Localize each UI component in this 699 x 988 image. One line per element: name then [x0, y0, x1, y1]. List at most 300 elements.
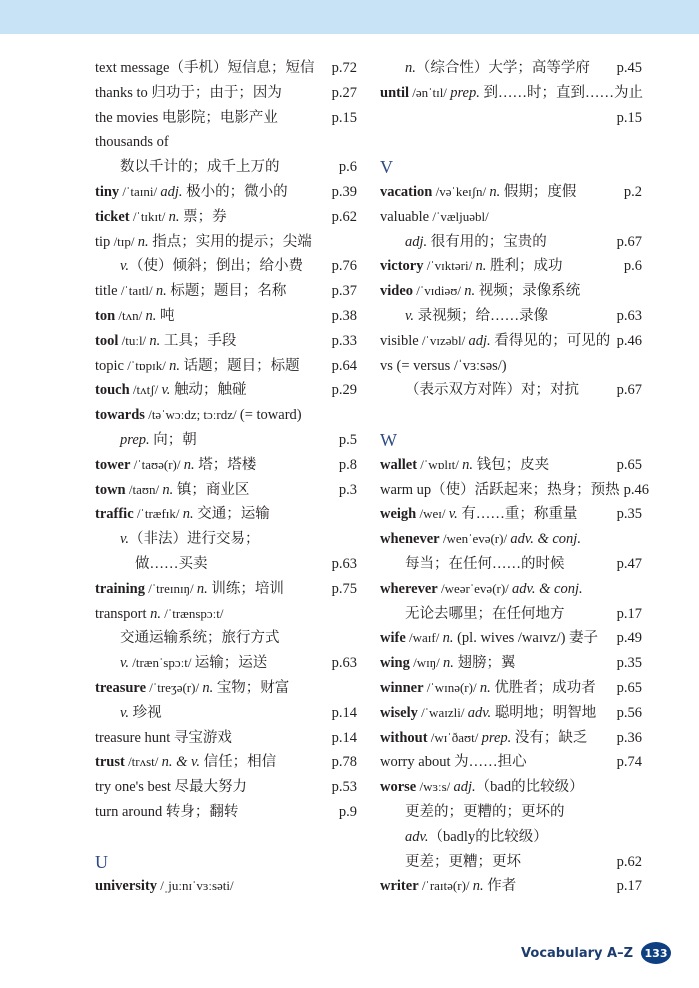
- entry-text: [95, 874, 357, 899]
- part-of-speech: n.: [182, 506, 194, 523]
- vocab-entry: [95, 279, 357, 304]
- page-reference: p.67: [616, 233, 642, 250]
- phonetic: /vəˈkeɪʃn/: [432, 183, 490, 199]
- headword: visible: [380, 332, 419, 349]
- page-reference: p.64: [331, 357, 357, 374]
- definition: 为……担心: [450, 754, 527, 771]
- definition: （badly的比较级）: [428, 828, 548, 845]
- page-reference: p.63: [331, 655, 357, 672]
- part-of-speech: n.: [146, 605, 162, 622]
- vocab-entry: [380, 453, 642, 478]
- definition: 到……时；直到……为止: [479, 84, 643, 101]
- phonetic: /tuːl/: [118, 332, 150, 348]
- headword: town: [95, 481, 126, 498]
- definition: 无论去哪里；在任何地方: [405, 605, 565, 622]
- phonetic: /ˈtreɪnɪŋ/: [144, 580, 197, 596]
- vocab-entry: [95, 577, 357, 602]
- part-of-speech: adv. & conj.: [510, 531, 581, 548]
- page-reference: p.62: [331, 208, 357, 225]
- vocab-entry: [380, 205, 642, 230]
- definition: 录视频；给……录像: [414, 307, 549, 324]
- definition: 数以千计的；成千上万的: [120, 159, 280, 176]
- page-reference: p.46: [623, 481, 650, 498]
- vocab-entry: [95, 155, 357, 180]
- phonetic: /ˌjuːnɪˈvɜːsəti/: [157, 878, 234, 894]
- part-of-speech: n. & v.: [161, 754, 201, 771]
- part-of-speech: prep.: [120, 431, 150, 448]
- vocab-entry: [380, 81, 642, 106]
- vocab-entry: [380, 180, 642, 205]
- definition: 运输；运送: [194, 655, 268, 672]
- headword: wherever: [380, 580, 438, 597]
- phonetic: /trʌst/: [124, 754, 162, 770]
- vocab-entry: [380, 651, 642, 676]
- entry-text: [95, 230, 357, 255]
- entry-text: [95, 453, 335, 478]
- part-of-speech: adj.: [468, 332, 491, 349]
- headword: traffic: [95, 506, 134, 523]
- part-of-speech: adj.: [453, 779, 476, 796]
- part-of-speech: v.: [120, 655, 129, 672]
- part-of-speech: n.: [149, 332, 161, 349]
- vocab-entry: [380, 106, 642, 131]
- definition: 每当；在任何……的时候: [405, 555, 565, 572]
- headword: training: [95, 580, 145, 597]
- definition: 聪明地；明智地: [491, 704, 597, 721]
- entry-text: [95, 651, 328, 676]
- definition: 指点；实用的提示；尖端: [148, 233, 312, 250]
- definition: 视频；录像系统: [475, 283, 581, 300]
- page-reference: p.14: [331, 704, 357, 721]
- entry-text: [380, 180, 620, 205]
- definition: 信任；相信: [200, 754, 277, 771]
- definition: 寻宝游戏: [170, 729, 232, 746]
- page-reference: p.14: [331, 729, 357, 746]
- letter-heading: V: [380, 157, 393, 178]
- part-of-speech: n.: [442, 630, 454, 647]
- phonetic: /wɪŋ/: [409, 655, 443, 671]
- part-of-speech: adj.: [160, 183, 183, 200]
- section-title: Vocabulary A–Z: [521, 945, 633, 961]
- entry-text: [380, 354, 642, 379]
- vocab-entry: [380, 850, 642, 875]
- definition: 很有用的；宝贵的: [427, 233, 547, 250]
- page-reference: p.2: [623, 183, 642, 200]
- page-reference: p.65: [616, 679, 642, 696]
- part-of-speech: n.: [475, 258, 487, 275]
- phonetic: /ˈvɪdiəʊ/: [413, 283, 465, 299]
- headword: without: [380, 729, 428, 746]
- letter-heading: U: [95, 851, 108, 872]
- definition: 镇；商业区: [173, 481, 250, 498]
- entry-text: [95, 676, 357, 701]
- page-reference: p.17: [616, 878, 642, 895]
- vocab-entry: [380, 626, 642, 651]
- part-of-speech: n.: [479, 679, 491, 696]
- vocab-entry: [380, 577, 642, 602]
- headword: worse: [380, 779, 417, 796]
- vocab-entry: [380, 825, 642, 850]
- phonetic: /tɪp/: [110, 233, 138, 249]
- page-reference: p.35: [616, 655, 642, 672]
- part-of-speech: n.: [162, 481, 174, 498]
- page-reference: p.76: [331, 258, 357, 275]
- entry-text: [95, 329, 328, 354]
- phonetic: /tʌn/: [115, 307, 146, 323]
- definition: （手机）短信息；短信: [169, 60, 315, 76]
- phonetic: /weərˈevə(r)/: [437, 580, 513, 596]
- part-of-speech: v.: [120, 704, 129, 721]
- definition: 作者: [483, 878, 517, 895]
- definition: 宝物；财富: [213, 679, 290, 696]
- definition: 看得见的；可见的: [490, 332, 611, 349]
- vocab-entry: [95, 106, 357, 131]
- entry-text: [380, 502, 613, 527]
- phonetic: /ˈvɪktəri/: [423, 258, 476, 274]
- page-reference: p.3: [338, 481, 357, 498]
- headword: winner: [380, 679, 424, 696]
- definition: 向；朝: [149, 431, 197, 448]
- entry-text: [380, 676, 613, 701]
- vocab-entry: [380, 775, 642, 800]
- phonetic: /ˈtaɪni/: [119, 183, 161, 199]
- entry-text: [95, 800, 335, 825]
- vocab-entry: [380, 478, 650, 503]
- entry-text: [95, 254, 328, 279]
- top-color-band: [0, 0, 699, 34]
- definition: 优胜者；成功者: [490, 679, 596, 696]
- definition: (pl. wives /waɪvz/) 妻子: [453, 630, 599, 647]
- vocab-entry: [95, 304, 357, 329]
- entry-text: [95, 502, 357, 527]
- phonetic: /trænˈspɔːt/: [129, 655, 195, 671]
- definition: 交通运输系统；旅行方式: [120, 630, 280, 647]
- headword: title: [95, 283, 118, 300]
- part-of-speech: v.: [120, 258, 129, 275]
- entry-text: [380, 205, 642, 230]
- page-reference: p.37: [331, 283, 357, 300]
- part-of-speech: prep.: [481, 729, 512, 746]
- definition: 极小的；微小的: [182, 183, 288, 200]
- entry-text: [380, 750, 613, 775]
- phonetic: /waɪf/: [405, 630, 443, 646]
- headword: tiny: [95, 183, 120, 200]
- entry-text: [95, 56, 328, 81]
- vocab-entry: [380, 701, 642, 726]
- entry-text: [380, 56, 613, 81]
- page-reference: p.63: [331, 555, 357, 572]
- definition: 有……重；称重量: [457, 506, 578, 523]
- entry-text: [95, 478, 335, 503]
- phonetic: /ˈvɪzəbl/: [418, 332, 469, 348]
- page-reference: p.38: [331, 307, 357, 324]
- part-of-speech: adj.: [405, 233, 428, 250]
- part-of-speech: adv.: [405, 828, 429, 845]
- vocab-entry: [380, 502, 642, 527]
- vocab-entry: [95, 230, 357, 255]
- phonetic: /ˈtreʒə(r)/: [146, 679, 203, 695]
- page-number-badge: 133: [641, 942, 671, 964]
- part-of-speech: adv. & conj.: [512, 580, 583, 597]
- page-reference: p.5: [338, 431, 357, 448]
- definition: 钱包；皮夹: [473, 456, 550, 473]
- part-of-speech: n.: [169, 357, 180, 374]
- entry-text: [380, 726, 613, 751]
- part-of-speech: n.: [183, 456, 195, 473]
- headword: wing: [380, 655, 410, 672]
- vocab-entry: [380, 726, 642, 751]
- entry-text: [380, 254, 620, 279]
- vocab-entry: [380, 279, 642, 304]
- vocab-entry: [95, 527, 357, 552]
- phonetic: /wɪˈðaʊt/: [427, 729, 482, 745]
- entry-text: [380, 577, 642, 602]
- vocab-entry: [380, 602, 642, 627]
- entry-text: [380, 701, 613, 726]
- page-reference: p.35: [616, 506, 642, 523]
- headword: warm up: [380, 481, 432, 498]
- vocab-entry: [95, 626, 357, 651]
- vocab-entry: [95, 800, 357, 825]
- entry-text: [95, 726, 328, 751]
- part-of-speech: n.: [464, 283, 476, 300]
- vocab-entry: [95, 676, 357, 701]
- phonetic: /ˈwaɪzli/: [417, 704, 468, 720]
- vocab-entry: [95, 428, 357, 453]
- entry-text: [380, 279, 642, 304]
- definition: 胜利；成功: [486, 258, 563, 275]
- definition: （bad的比较级）: [475, 779, 584, 796]
- headword: video: [380, 283, 414, 300]
- definition: 吨: [156, 307, 175, 324]
- definition: 翅膀；翼: [453, 655, 516, 672]
- entry-text: [95, 552, 328, 577]
- page-reference: p.17: [616, 605, 642, 622]
- entry-text: [95, 527, 357, 552]
- headword: writer: [380, 878, 419, 895]
- page-reference: p.63: [616, 307, 642, 324]
- vocab-entry: [380, 56, 642, 81]
- part-of-speech: n.: [462, 456, 473, 473]
- entry-text: [95, 130, 357, 155]
- headword: vacation: [380, 183, 433, 200]
- phonetic: /wɜːs/: [416, 779, 454, 795]
- entry-text: [380, 825, 642, 850]
- headword: until: [380, 84, 410, 101]
- headword: thanks to: [95, 84, 148, 101]
- part-of-speech: v.: [405, 307, 414, 324]
- entry-text: [380, 626, 613, 651]
- page-reference: p.47: [616, 555, 642, 572]
- entry-text: [95, 205, 328, 230]
- entry-text: [380, 602, 613, 627]
- vocab-entry: [380, 329, 642, 354]
- part-of-speech: prep.: [450, 84, 480, 101]
- headword: turn around: [95, 803, 163, 820]
- entry-text: [95, 602, 357, 627]
- page-reference: p.56: [616, 704, 642, 721]
- vocab-entry: [95, 726, 357, 751]
- entry-text: [95, 775, 328, 800]
- phonetic: /ˈraɪtə(r)/: [418, 878, 473, 894]
- headword: try one's best: [95, 779, 171, 796]
- headword: ticket: [95, 208, 130, 225]
- entry-text: [95, 701, 328, 726]
- phonetic: /ˈtaɪtl/: [117, 283, 156, 299]
- definition: 珍视: [129, 704, 162, 721]
- definition: （非法）进行交易；: [129, 531, 260, 548]
- headword: valuable: [380, 208, 430, 225]
- definition: 转身；翻转: [162, 803, 239, 820]
- vocab-entry: [95, 701, 357, 726]
- vocab-entry: [95, 602, 357, 627]
- headword: wallet: [380, 456, 418, 473]
- definition: (= versus /ˈvɜːsəs/): [392, 357, 507, 374]
- entry-text: [95, 354, 328, 379]
- phonetic: /ənˈtɪl/: [409, 84, 451, 100]
- vocab-entry: [95, 378, 357, 403]
- vocab-entry: [95, 81, 357, 106]
- page-reference: p.46: [616, 332, 642, 349]
- definition: 工具；手段: [160, 332, 237, 349]
- phonetic: /tʌtʃ/: [129, 382, 162, 398]
- definition: 假期；度假: [500, 183, 577, 200]
- vocab-entry: [380, 304, 642, 329]
- page-reference: p.33: [331, 332, 357, 349]
- part-of-speech: n.: [202, 679, 214, 696]
- definition: 标题；题目；名称: [166, 283, 287, 300]
- page-reference: p.67: [616, 382, 642, 399]
- vocab-entry: [95, 775, 357, 800]
- phonetic: /taʊn/: [125, 481, 163, 497]
- phonetic: /ˈvæljuəbl/: [429, 208, 489, 224]
- vocab-entry: [95, 130, 357, 155]
- headword: towards: [95, 407, 145, 424]
- part-of-speech: n.: [405, 60, 416, 76]
- definition: 票；券: [179, 208, 227, 225]
- entry-text: [95, 750, 328, 775]
- page-reference: p.27: [331, 84, 357, 101]
- definition: 训练；培训: [207, 580, 284, 597]
- definition: 话题；题目；标题: [179, 357, 300, 374]
- vocab-entry: [380, 378, 642, 403]
- headword: ton: [95, 307, 116, 324]
- entry-text: [95, 626, 357, 651]
- headword: university: [95, 878, 158, 895]
- vocab-entry: [95, 329, 357, 354]
- vocabulary-column-left: [95, 56, 357, 899]
- headword: vs: [380, 357, 393, 374]
- headword: treasure: [95, 679, 147, 696]
- definition: 没有；缺乏: [511, 729, 588, 746]
- page-reference: p.49: [616, 630, 642, 647]
- entry-text: [380, 304, 613, 329]
- headword: the movies: [95, 109, 159, 126]
- headword: tip: [95, 233, 111, 250]
- entry-text: [380, 874, 613, 899]
- definition: （使）倾斜；倒出；给小费: [129, 258, 303, 275]
- entry-text: [380, 800, 642, 825]
- headword: wisely: [380, 704, 418, 721]
- phonetic: /ˈtɒpɪk/: [124, 357, 170, 373]
- entry-text: [380, 850, 613, 875]
- part-of-speech: n.: [145, 307, 157, 324]
- page-reference: p.62: [616, 853, 642, 870]
- page-reference: p.15: [616, 109, 642, 126]
- definition: （使）活跃起来；热身；预热: [431, 481, 620, 498]
- entry-text: [95, 577, 328, 602]
- vocab-entry: [380, 254, 642, 279]
- entry-text: [380, 478, 620, 503]
- entry-text: [95, 106, 328, 131]
- entry-text: [95, 81, 328, 106]
- definition: （表示双方对阵）对；对抗: [405, 382, 579, 399]
- definition: 归功于；由于；因为: [147, 84, 282, 101]
- vocab-entry: [380, 527, 642, 552]
- headword: worry about: [380, 754, 451, 771]
- definition: 塔；塔楼: [194, 456, 257, 473]
- entry-text: [95, 304, 328, 329]
- vocab-entry: [95, 651, 357, 676]
- vocab-entry: [95, 180, 357, 205]
- page-reference: p.29: [331, 382, 357, 399]
- vocab-entry: [95, 254, 357, 279]
- headword: victory: [380, 258, 424, 275]
- headword: text message: [95, 60, 170, 76]
- headword: tower: [95, 456, 131, 473]
- vocab-entry: [380, 676, 642, 701]
- entry-text: [380, 651, 613, 676]
- vocab-entry: [95, 502, 357, 527]
- vocab-entry: [95, 552, 357, 577]
- entry-text: [380, 378, 613, 403]
- phonetic: /təˈwɔːdz; tɔːrdz/: [144, 407, 240, 423]
- headword: touch: [95, 382, 130, 399]
- vocab-entry: [380, 552, 642, 577]
- vocab-entry: [95, 56, 357, 81]
- entry-text: [380, 81, 643, 106]
- vocab-entry: [380, 230, 642, 255]
- part-of-speech: n.: [489, 183, 501, 200]
- definition: 更差；更糟；更坏: [405, 853, 521, 870]
- page-reference: p.75: [331, 580, 357, 597]
- vocab-entry: [95, 453, 357, 478]
- definition: 交通；运输: [193, 506, 270, 523]
- headword: transport: [95, 605, 147, 622]
- page-reference: p.72: [331, 60, 357, 76]
- entry-text: [380, 775, 642, 800]
- phonetic: /ˈtræfɪk/: [133, 506, 183, 522]
- entry-text: [95, 428, 335, 453]
- phonetic: /wenˈevə(r)/: [439, 531, 511, 547]
- phonetic: /ˈtɪkɪt/: [129, 208, 169, 224]
- page-reference: p.39: [331, 183, 357, 200]
- vocab-entry: [95, 354, 357, 379]
- entry-text: [95, 378, 328, 403]
- definition: 电影院；电影产业: [158, 109, 278, 126]
- phonetic: /ˈtrænspɔːt/: [161, 605, 224, 621]
- page-reference: p.78: [331, 754, 357, 771]
- vocab-entry: [380, 354, 642, 379]
- definition: （综合性）大学；高等学府: [415, 60, 590, 76]
- entry-text: [95, 180, 328, 205]
- part-of-speech: n.: [168, 208, 180, 225]
- definition: 更差的；更糟的；更坏的: [405, 803, 565, 820]
- part-of-speech: n.: [155, 283, 167, 300]
- vocab-entry: [380, 750, 642, 775]
- page-reference: p.45: [616, 60, 642, 76]
- entry-text: [380, 453, 613, 478]
